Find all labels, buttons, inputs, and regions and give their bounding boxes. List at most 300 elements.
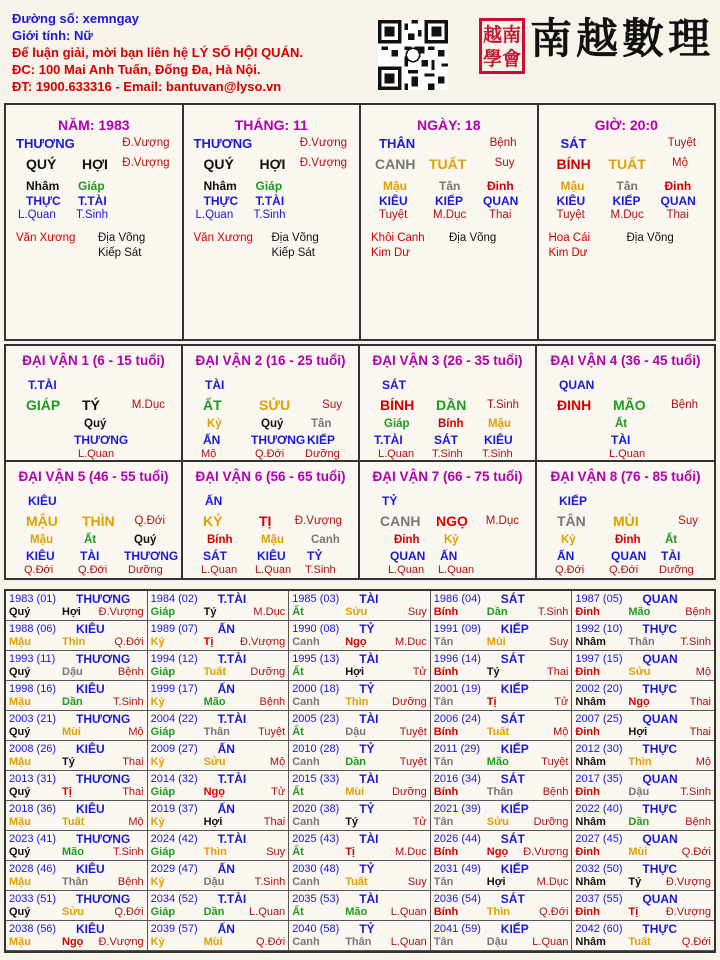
hidden-stage: Q.Đới — [255, 448, 285, 460]
year-stem: Ất — [292, 786, 304, 798]
year-stem: Quý — [9, 846, 31, 858]
year-stem: Quý — [9, 786, 31, 798]
year-label: 1986 (04) — [433, 593, 481, 605]
dai-van-note: Suy — [322, 399, 342, 411]
year-cell — [289, 771, 431, 801]
year-cell — [148, 741, 290, 771]
year-cell — [572, 681, 714, 711]
dai-van-branch: NGỌ — [436, 513, 468, 529]
dai-van-cell — [6, 346, 183, 462]
year-stem: Nhâm — [575, 636, 606, 648]
annual-luck-table — [4, 589, 716, 953]
year-label: 2020 (38) — [292, 803, 340, 815]
hidden-god: KIẾP — [435, 194, 464, 208]
year-note: Dưỡng — [392, 786, 427, 798]
year-note: Bệnh — [117, 876, 144, 888]
year-stem: Ất — [292, 666, 304, 678]
year-stem: Ất — [292, 606, 304, 618]
phone-email-line: ĐT: 1900.633316 - Email: bantuvan@lyso.vn — [12, 79, 282, 94]
year-label: 2040 (58) — [292, 923, 340, 935]
year-cell — [572, 711, 714, 741]
year-stem: Đinh — [575, 606, 600, 618]
year-note: Q.Đới — [114, 636, 144, 648]
year-branch: Thân — [345, 936, 372, 948]
year-stem: Quý — [9, 726, 31, 738]
year-god: QUAN — [642, 712, 678, 726]
year-label: 2017 (35) — [575, 773, 623, 785]
year-note: L.Quan — [390, 936, 427, 948]
year-branch: Thìn — [345, 696, 369, 708]
hidden-god: THƯƠNG — [251, 433, 306, 447]
year-cell — [148, 801, 290, 831]
year-note: T.Sinh — [680, 636, 711, 648]
hidden-god: KIÊU — [484, 433, 513, 447]
year-stem: Mậu — [9, 936, 31, 948]
year-branch: Tị — [62, 786, 72, 798]
star-text: Khôi Canh — [371, 232, 425, 244]
dai-van-title: ĐẠI VẬN 1 (6 - 15 tuổi) — [22, 353, 165, 368]
hidden-stem: Kỷ — [561, 534, 576, 546]
hidden-god: KIẾP — [612, 194, 641, 208]
pillar-branch-note: Đ.Vượng — [299, 157, 347, 169]
year-label: 2030 (48) — [292, 863, 340, 875]
year-cell — [431, 801, 573, 831]
year-cell — [431, 711, 573, 741]
hidden-god: T.TÀI — [255, 194, 285, 208]
hidden-god: QUAN — [660, 194, 696, 208]
hidden-stem: Tân — [616, 179, 638, 193]
year-label: 2015 (33) — [292, 773, 340, 785]
year-note: L.Quan — [532, 936, 569, 948]
year-stem: Mậu — [9, 816, 31, 828]
hidden-stage: M.Dục — [433, 209, 467, 221]
year-cell — [572, 891, 714, 921]
year-cell — [148, 921, 290, 951]
year-cell — [431, 921, 573, 951]
year-label: 1992 (10) — [575, 623, 623, 635]
dai-van-cell — [537, 346, 714, 462]
year-note: Tuyệt — [399, 756, 427, 768]
year-stem: Giáp — [150, 846, 176, 858]
year-cell — [148, 651, 290, 681]
year-note: Q.Đới — [539, 906, 569, 918]
year-label: 2018 (36) — [9, 803, 57, 815]
year-god: KIÊU — [76, 922, 105, 936]
hidden-god: T.TÀI — [374, 433, 403, 447]
year-god: SÁT — [500, 832, 525, 846]
year-stem: Đinh — [575, 786, 600, 798]
year-branch: Dậu — [486, 936, 508, 948]
year-note: Tuyệt — [399, 726, 427, 738]
year-note: Q.Đới — [681, 846, 711, 858]
pillar-god-note: Đ.Vượng — [299, 137, 347, 149]
year-cell — [572, 861, 714, 891]
year-label: 2011 (29) — [433, 743, 481, 755]
year-stem: Nhâm — [575, 816, 606, 828]
year-label: 2002 (20) — [575, 683, 623, 695]
year-label: 2035 (53) — [292, 893, 340, 905]
hidden-stage: L.Quan — [201, 564, 238, 576]
hidden-stage: Tuyệt — [556, 209, 585, 221]
year-note: Suy — [549, 636, 569, 648]
year-god: T.TÀI — [217, 712, 247, 726]
year-god: THỰC — [642, 622, 678, 636]
hidden-stem: Mậu — [383, 179, 407, 193]
year-note: Q.Đới — [681, 936, 711, 948]
year-note: Mộ — [128, 816, 144, 828]
year-note: T.Sinh — [113, 846, 144, 858]
year-god: T.TÀI — [217, 892, 247, 906]
pillar-branch-note: Suy — [494, 157, 515, 169]
year-god: THƯƠNG — [76, 832, 131, 846]
year-note: Tuyệt — [541, 756, 569, 768]
year-stem: Quý — [9, 666, 31, 678]
pillar-god: THÂN — [379, 136, 416, 151]
year-branch: Mão — [62, 846, 84, 858]
hidden-god: THỰC — [203, 194, 239, 208]
year-cell — [6, 711, 148, 741]
year-branch: Thân — [203, 726, 230, 738]
year-cell — [6, 771, 148, 801]
year-god: QUAN — [642, 652, 678, 666]
pillar-stem: BÍNH — [556, 156, 591, 172]
qr-code-icon — [378, 20, 448, 90]
year-label: 2023 (41) — [9, 833, 57, 845]
pillar-month — [184, 105, 362, 339]
year-label: 1993 (11) — [9, 653, 56, 665]
year-god: THỰC — [642, 922, 678, 936]
dai-van-table — [4, 344, 716, 580]
year-cell — [572, 741, 714, 771]
dai-van-branch: THÌN — [82, 513, 115, 529]
year-note: Dưỡng — [250, 666, 286, 678]
year-branch: Tị — [203, 636, 214, 648]
year-label: 2007 (25) — [575, 713, 623, 725]
year-stem: Canh — [292, 876, 320, 888]
dai-van-note: M.Dục — [485, 515, 519, 527]
year-note: Thai — [122, 756, 144, 768]
year-cell — [6, 741, 148, 771]
year-god: KIÊU — [76, 802, 105, 816]
pillar-branch: HỢI — [82, 156, 108, 172]
dai-van-god: KIÊU — [28, 494, 57, 508]
dai-van-stem: ẤT — [203, 397, 222, 413]
year-note: Mộ — [553, 726, 569, 738]
hidden-stem: Ất — [84, 534, 97, 546]
hidden-god: ẤN — [440, 549, 458, 563]
hidden-stem: Mậu — [261, 534, 284, 546]
pillar-title: NGÀY: 18 — [416, 117, 481, 133]
hidden-stem: Bính — [207, 534, 233, 546]
star-text: Địa Võng — [271, 232, 319, 244]
hidden-stage: L.Quan — [378, 448, 415, 460]
hidden-stage: T.Sinh — [253, 209, 286, 221]
year-branch: Mùi — [486, 636, 506, 648]
dai-van-note: Suy — [678, 515, 698, 527]
year-god: TÀI — [359, 652, 379, 666]
year-stem: Ất — [292, 906, 304, 918]
year-note: T.Sinh — [254, 876, 286, 888]
star-text: Văn Xương — [193, 232, 253, 244]
hidden-god: KIẾP — [307, 433, 336, 447]
hidden-stem: Tân — [311, 418, 332, 430]
hidden-god: THƯƠNG — [74, 433, 129, 447]
year-cell — [289, 591, 431, 621]
dai-van-branch: SỬU — [259, 397, 291, 413]
year-god: SÁT — [500, 712, 525, 726]
year-stem: Bính — [433, 786, 459, 798]
seal-stamp: 越南學會 — [479, 18, 525, 74]
hidden-stem: Đinh — [394, 534, 420, 546]
year-label: 1995 (13) — [292, 653, 340, 665]
year-stem: Ất — [292, 846, 304, 858]
hidden-stem: Đinh — [487, 179, 514, 193]
star-text: Văn Xương — [16, 232, 76, 244]
year-god: THƯƠNG — [76, 772, 131, 786]
dai-van-god: SÁT — [382, 378, 406, 392]
chart-name: Đường số: xemngay — [12, 11, 140, 26]
year-label: 2005 (23) — [292, 713, 340, 725]
year-cell — [572, 921, 714, 951]
year-cell — [148, 891, 290, 921]
year-branch: Dần — [203, 906, 225, 918]
year-stem: Bính — [433, 666, 459, 678]
dai-van-cell — [6, 462, 183, 578]
dai-van-note: M.Dục — [131, 399, 165, 411]
gender-line: Giới tính: Nữ — [12, 28, 93, 43]
year-cell — [289, 741, 431, 771]
year-note: Bệnh — [685, 606, 711, 618]
year-cell — [6, 621, 148, 651]
year-branch: Thìn — [486, 906, 511, 918]
hidden-stage: T.Sinh — [432, 448, 463, 460]
year-note: T.Sinh — [680, 786, 711, 798]
hidden-stem: Nhâm — [26, 179, 60, 193]
dai-van-branch: TỊ — [259, 513, 272, 529]
year-note: Mộ — [128, 726, 144, 738]
hidden-god: THỰC — [26, 194, 61, 208]
hidden-stem: Đinh — [664, 179, 692, 193]
year-branch: Dậu — [203, 876, 225, 888]
year-god: T.TÀI — [217, 772, 247, 786]
year-god: THƯƠNG — [76, 892, 131, 906]
year-god: TÀI — [359, 832, 379, 846]
year-note: Bệnh — [117, 666, 144, 678]
year-label: 1983 (01) — [9, 593, 57, 605]
year-cell — [148, 621, 290, 651]
star-text: Kiếp Sát — [98, 247, 142, 259]
pillar-day — [361, 105, 539, 339]
star-text: Kim Dư — [371, 247, 411, 259]
pillar-year — [6, 105, 184, 339]
year-cell — [148, 681, 290, 711]
year-note: Dưỡng — [533, 816, 569, 828]
year-note: Tử — [412, 816, 427, 828]
year-cell — [148, 831, 290, 861]
year-stem: Đinh — [575, 846, 600, 858]
year-cell — [289, 861, 431, 891]
year-label: 2037 (55) — [575, 893, 623, 905]
hidden-stage: T.Sinh — [482, 448, 513, 460]
year-stem: Mậu — [9, 756, 31, 768]
hidden-stem: Ất — [665, 534, 678, 546]
year-branch: Tý — [486, 666, 500, 678]
year-god: T.TÀI — [217, 652, 247, 666]
pillar-god: THƯƠNG — [193, 136, 253, 151]
hidden-stage: L.Quan — [18, 209, 56, 221]
dai-van-branch: DẦN — [436, 397, 467, 413]
dai-van-note: Q.Đới — [134, 515, 165, 527]
year-note: Thai — [689, 696, 711, 708]
hidden-stage: Mộ — [201, 448, 217, 460]
dai-van-branch: MÃO — [613, 397, 646, 413]
year-god: THỰC — [642, 682, 678, 696]
four-pillars-table — [4, 103, 716, 341]
year-label: 1997 (15) — [575, 653, 623, 665]
chart-info — [12, 10, 303, 95]
year-branch: Mùi — [62, 726, 81, 738]
year-cell — [431, 771, 573, 801]
year-stem: Giáp — [150, 726, 176, 738]
pillar-title: NĂM: 1983 — [57, 117, 130, 133]
hidden-god: ẤN — [557, 549, 575, 563]
hidden-stage: Dưỡng — [659, 564, 694, 576]
year-stem: Kỷ — [150, 876, 165, 888]
year-note: Q.Đới — [255, 936, 286, 948]
year-note: Đ.Vượng — [665, 876, 711, 888]
year-branch: Ngọ — [203, 786, 225, 798]
hidden-stage: L.Quan — [195, 209, 234, 221]
year-note: Q.Đới — [114, 906, 144, 918]
year-label: 2032 (50) — [575, 863, 623, 875]
year-branch: Sửu — [486, 816, 509, 828]
year-cell — [572, 771, 714, 801]
year-cell — [572, 801, 714, 831]
year-branch: Tị — [486, 696, 497, 708]
year-label: 2024 (42) — [150, 833, 198, 845]
year-note: Đ.Vượng — [98, 606, 144, 618]
dai-van-note: Đ.Vượng — [294, 515, 342, 527]
hidden-stage: Q.Đới — [555, 564, 585, 576]
year-label: 2033 (51) — [9, 893, 57, 905]
year-god: ẤN — [217, 802, 235, 816]
year-branch: Thân — [486, 786, 514, 798]
year-branch: Hợi — [628, 726, 648, 738]
year-label: 2000 (18) — [292, 683, 340, 695]
year-note: Tử — [412, 666, 427, 678]
year-god: ẤN — [217, 922, 235, 936]
year-cell — [431, 681, 573, 711]
hidden-god: KIÊU — [379, 194, 408, 208]
year-cell — [431, 741, 573, 771]
year-cell — [431, 591, 573, 621]
year-branch: Sửu — [345, 606, 368, 618]
hidden-stem: Giáp — [78, 179, 105, 193]
year-branch: Dậu — [628, 786, 650, 798]
hidden-god: SÁT — [434, 433, 458, 447]
year-stem: Canh — [292, 636, 320, 648]
hidden-stage: M.Dục — [610, 209, 644, 221]
dai-van-god: T.TÀI — [28, 378, 57, 392]
hidden-stem: Quý — [84, 418, 107, 430]
pillar-god-note: Đ.Vượng — [122, 137, 170, 149]
year-god: THƯƠNG — [76, 652, 131, 666]
year-note: T.Sinh — [537, 606, 569, 618]
year-stem: Canh — [292, 816, 320, 828]
year-label: 2034 (52) — [150, 893, 198, 905]
year-note: Đ.Vượng — [523, 846, 569, 858]
year-branch: Thìn — [203, 846, 227, 858]
year-god: SÁT — [500, 652, 525, 666]
pillar-god: SÁT — [560, 136, 587, 151]
pillar-branch: TUẤT — [608, 156, 646, 172]
year-branch: Ngọ — [62, 936, 84, 948]
star-text: Kiếp Sát — [271, 247, 315, 259]
year-branch: Mão — [203, 696, 226, 708]
year-god: THƯƠNG — [76, 712, 131, 726]
year-note: Tuyệt — [258, 726, 286, 738]
year-stem: Nhâm — [575, 756, 606, 768]
year-cell — [289, 921, 431, 951]
year-cell — [148, 861, 290, 891]
hidden-god: T.TÀI — [78, 194, 107, 208]
year-god: THƯƠNG — [76, 592, 131, 606]
year-label: 2013 (31) — [9, 773, 57, 785]
dai-van-title: ĐẠI VẬN 3 (26 - 35 tuổi) — [372, 353, 523, 368]
dai-van-title: ĐẠI VẬN 4 (36 - 45 tuổi) — [550, 353, 701, 368]
year-stem: Canh — [292, 756, 320, 768]
year-god: TÀI — [359, 892, 379, 906]
year-branch: Mùi — [345, 786, 365, 798]
pillar-branch-note: Đ.Vượng — [122, 157, 170, 169]
year-god: KIẾP — [500, 682, 529, 696]
year-cell — [6, 861, 148, 891]
year-label: 2041 (59) — [433, 923, 481, 935]
hidden-god: QUAN — [611, 549, 647, 563]
year-stem: Bính — [433, 606, 459, 618]
hidden-stem: Ất — [615, 418, 628, 430]
year-cell — [289, 651, 431, 681]
year-note: Mộ — [695, 756, 711, 768]
year-label: 2026 (44) — [433, 833, 481, 845]
address-line: ĐC: 100 Mai Anh Tuấn, Đống Đa, Hà Nội. — [12, 62, 261, 77]
year-stem: Canh — [292, 696, 320, 708]
hidden-god: SÁT — [203, 549, 227, 563]
pillar-branch: HỢI — [259, 156, 286, 172]
hidden-stem: Đinh — [615, 534, 641, 546]
pillar-god-note: Bệnh — [489, 137, 517, 149]
dai-van-cell — [360, 346, 537, 462]
year-branch: Tý — [345, 816, 359, 828]
year-god: T.TÀI — [217, 592, 247, 606]
year-stem: Tân — [433, 636, 454, 648]
year-god: KIẾP — [500, 742, 529, 756]
hidden-god: KIÊU — [26, 549, 55, 563]
year-label: 2004 (22) — [150, 713, 198, 725]
year-label: 2022 (40) — [575, 803, 623, 815]
year-label: 1994 (12) — [150, 653, 198, 665]
dai-van-stem: KỶ — [203, 513, 223, 529]
year-note: Thai — [546, 666, 569, 678]
year-label: 2039 (57) — [150, 923, 198, 935]
year-note: Đ.Vượng — [665, 906, 711, 918]
year-cell — [148, 711, 290, 741]
dai-van-god: KIẾP — [559, 494, 588, 508]
year-stem: Nhâm — [575, 936, 606, 948]
year-god: SÁT — [500, 892, 525, 906]
year-stem: Tân — [433, 876, 454, 888]
year-label: 1987 (05) — [575, 593, 623, 605]
